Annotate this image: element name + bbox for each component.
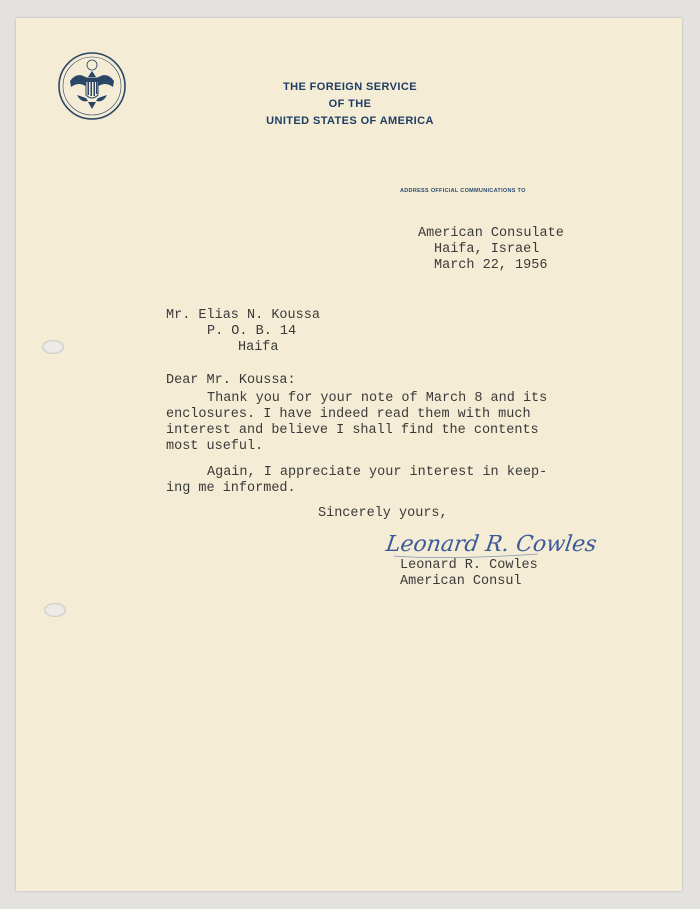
body-p1-line-4: most useful. xyxy=(166,439,264,454)
signer-title: American Consul xyxy=(400,574,522,589)
body-p1-line-1: Thank you for your note of March 8 and its xyxy=(207,391,548,406)
letterhead-line-2: OF THE xyxy=(328,98,372,110)
sender-address-line-1: American Consulate xyxy=(418,226,564,241)
address-note: ADDRESS OFFICIAL COMMUNICATIONS TO xyxy=(400,188,526,194)
signer-name: Leonard R. Cowles xyxy=(400,558,538,573)
great-seal-icon xyxy=(57,51,127,121)
letter-page xyxy=(16,18,682,891)
binder-hole-top xyxy=(42,340,64,354)
letterhead-line-1: THE FOREIGN SERVICE xyxy=(283,81,417,93)
recipient-name: Mr. Elias N. Koussa xyxy=(166,308,320,323)
letterhead-line-3: UNITED STATES OF AMERICA xyxy=(266,115,434,127)
body-p2-line-2: ing me informed. xyxy=(166,481,296,496)
recipient-city: Haifa xyxy=(238,340,279,355)
letter-date: March 22, 1956 xyxy=(434,258,548,273)
body-p1-line-3: interest and believe I shall find the contents xyxy=(166,423,539,438)
recipient-box: P. O. B. 14 xyxy=(207,324,297,339)
signature-script: Leonard R. Cowles xyxy=(384,531,599,557)
sender-address-line-2: Haifa, Israel xyxy=(434,242,540,257)
body-p2-line-1: Again, I appreciate your interest in keep- xyxy=(207,465,548,480)
salutation: Dear Mr. Koussa: xyxy=(166,373,296,388)
closing: Sincerely yours, xyxy=(318,506,448,521)
body-p1-line-2: enclosures. I have indeed read them with much xyxy=(166,407,531,422)
binder-hole-bottom xyxy=(44,603,66,617)
letterhead xyxy=(255,79,445,130)
